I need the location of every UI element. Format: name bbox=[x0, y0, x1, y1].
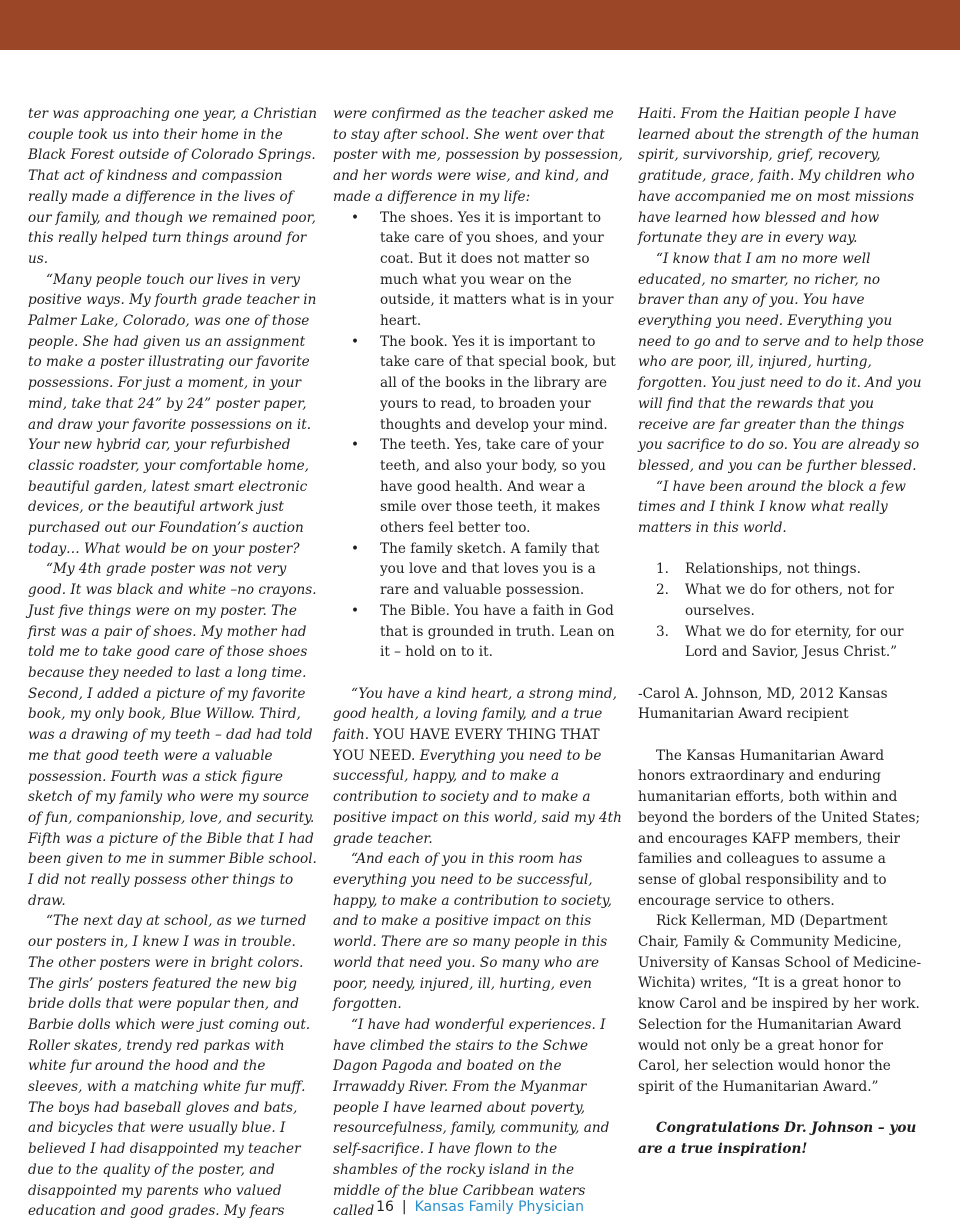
column-3 bbox=[638, 104, 928, 1160]
possessions-list bbox=[333, 208, 623, 663]
priorities-list bbox=[638, 559, 928, 663]
col1-paragraph-3: “My 4th grade poster was not very good. It was black and white –no crayons. Just five things were on my poster. The first was a pair of shoes. My mother had told me to take good care of those shoes because they needed to last a long time. Second, I added a picture of my favorite book, my only book, Blue Willow. Third, was a drawing of my teeth – dad had told me that good teeth were a valuable possession. Fourth was a stick figure sketch of my family who were my source of fun, companionship, love, and security. Fifth was a picture of the Bible that I had been given to me in summer Bible school. I did not really possess other things to draw. bbox=[28, 561, 317, 909]
col2-paragraph-4: “I have had wonderful experiences. I have climbed the stairs to the Schwe Dagon Pagoda and boated on the Irrawaddy River. From the Myanmar people I have learned about poverty, resourcefulness, family, community, and self-sacrifice. I have flown to the shambles of the rocky island in the middle of the blue Caribbean waters called bbox=[333, 1016, 610, 1220]
col1-paragraph-1: ter was approaching one year, a Christian couple took us into their home in the Black Forest outside of Colorado Springs. That act of kindness and compassion really made a difference in the lives of our family, and though we remained poor, this really helped turn things around for us. bbox=[28, 106, 318, 267]
col3-paragraph-4: The Kansas Humanitarian Award honors extraordinary and enduring humanitarian efforts, both within and beyond the borders of the United States; and encourages KAFP members, their families and colleagues to assume a sense of global responsibility and to encourage service to others. bbox=[638, 747, 921, 909]
col3-paragraph-3: “I have been around the block a few times and I think I know what really matters in this world. bbox=[638, 478, 906, 537]
list-item: • The shoes. Yes it is important to take care of you shoes, and your coat. But it does not matter so much what you wear on the outside, it matters what is in your heart. bbox=[351, 209, 614, 330]
list-item: • The book. Yes it is important to take care of that special book, but all of the books in the library are yours to read, to broaden your thoughts and develop your mind. bbox=[351, 333, 616, 433]
list-item: • The Bible. You have a faith in God that is grounded in truth. Lean on it – hold on to it. bbox=[351, 602, 615, 661]
list-item: • The teeth. Yes, take care of your teeth, and also your body, so you have good health. And wear a smile over those teeth, it makes others feel better too. bbox=[351, 437, 606, 537]
list-item: • The family sketch. A family that you love and that loves you is a rare and valuable possession. bbox=[351, 540, 600, 599]
attribution: -Carol A. Johnson, MD, 2012 Kansas Humanitarian Award recipient bbox=[638, 685, 888, 723]
header-color-band bbox=[0, 0, 960, 50]
closing-congratulations: Congratulations Dr. Johnson – you are a true inspiration! bbox=[638, 1120, 917, 1158]
bullet-icon: • bbox=[351, 209, 360, 226]
page-footer bbox=[0, 1199, 960, 1215]
col3-paragraph-5: Rick Kellerman, MD (Department Chair, Family & Community Medicine, University of Kansas School of Medicine-Wichita) writes, “It is a great honor to know Carol and be inspired by her work. Selection for the Humanitarian Award would not only be a great honor for Carol, her selection would honor the spirit of the Humanitarian Award.” bbox=[638, 913, 922, 1095]
list-item: 3. What we do for eternity, for our Lord and Savior, Jesus Christ.” bbox=[656, 623, 904, 661]
bullet-icon: • bbox=[351, 333, 360, 350]
col2-paragraph-3: “And each of you in this room has everything you need to be successful, happy, to make a contribution to society, and to make a positive impact on this world. There are so many people in this world that need you. So many who are poor, needy, injured, ill, hurting, even forgotten. bbox=[333, 851, 612, 1013]
col2-paragraph-2: “You have a kind heart, a strong mind, good health, a loving family, and a true faith. YOU HAVE EVERY THING THAT YOU NEED. Everything you need to be successful, happy, and to make a contribution to society and to make a positive impact on this world, said my 4th grade teacher. bbox=[333, 685, 622, 847]
col1-paragraph-4: “The next day at school, as we turned our posters in, I knew I was in trouble. The other posters were in bright colors. The girls’ posters featured the new big bride dolls that were popular then, and Barbie dolls which were just coming out. Roller skates, trendy red parkas with white fur around the hood and the sleeves, with a matching white fur muff. The boys had baseball gloves and bats, and bicycles that were usually blue. I believed I had disappointed my teacher due to the quality of the poster, and disappointed my parents who valued education and good grades. My fears bbox=[28, 913, 311, 1220]
col1-paragraph-2: “Many people touch our lives in very positive ways. My fourth grade teacher in Palmer Lake, Colorado, was one of those people. She had given us an assignment to make a poster illustrating our favorite possessions. For just a moment, in your mind, take that 24” by 24” poster paper, and draw your favorite possessions on it. Your new hybrid car, your refurbished classic roadster, your comfortable home, beautiful garden, latest smart electronic devices, or the beautiful artwork just purchased out our Foundation’s auction today… What would be on your poster? bbox=[28, 271, 317, 557]
publication-name: Kansas Family Physician bbox=[414, 1199, 584, 1215]
footer-separator: | bbox=[401, 1199, 407, 1215]
bullet-icon: • bbox=[351, 540, 360, 557]
col2-paragraph-1: were confirmed as the teacher asked me to stay after school. She went over that poster with me, possession by possession, and her words were wise, and kind, and made a difference in my life: bbox=[333, 106, 623, 205]
bullet-icon: • bbox=[351, 602, 360, 619]
list-item: 1. Relationships, not things. bbox=[656, 561, 861, 578]
col3-paragraph-1: Haiti. From the Haitian people I have learned about the strength of the human spirit, survivorship, grief, recovery, gratitude, grace, faith. My children who have accompanied me on most missions have learned how blessed and how fortunate they are in every way. bbox=[638, 106, 920, 247]
col3-paragraph-2: “I know that I am no more well educated, no smarter, no richer, no braver than any of you. You have everything you need. Everything you need to go and to serve and to help those who are poor, ill, injured, hurting, forgotten. You just need to do it. And you will find that the rewards that you receive are far greater than the things you sacrifice to do so. You are already so blessed, and you can be further blessed. bbox=[638, 250, 924, 474]
page-number: 16 bbox=[376, 1199, 394, 1215]
bullet-icon: • bbox=[351, 437, 360, 454]
list-item: 2. What we do for others, not for ourselves. bbox=[656, 582, 894, 619]
column-2 bbox=[333, 104, 623, 1222]
column-1 bbox=[28, 104, 318, 1222]
